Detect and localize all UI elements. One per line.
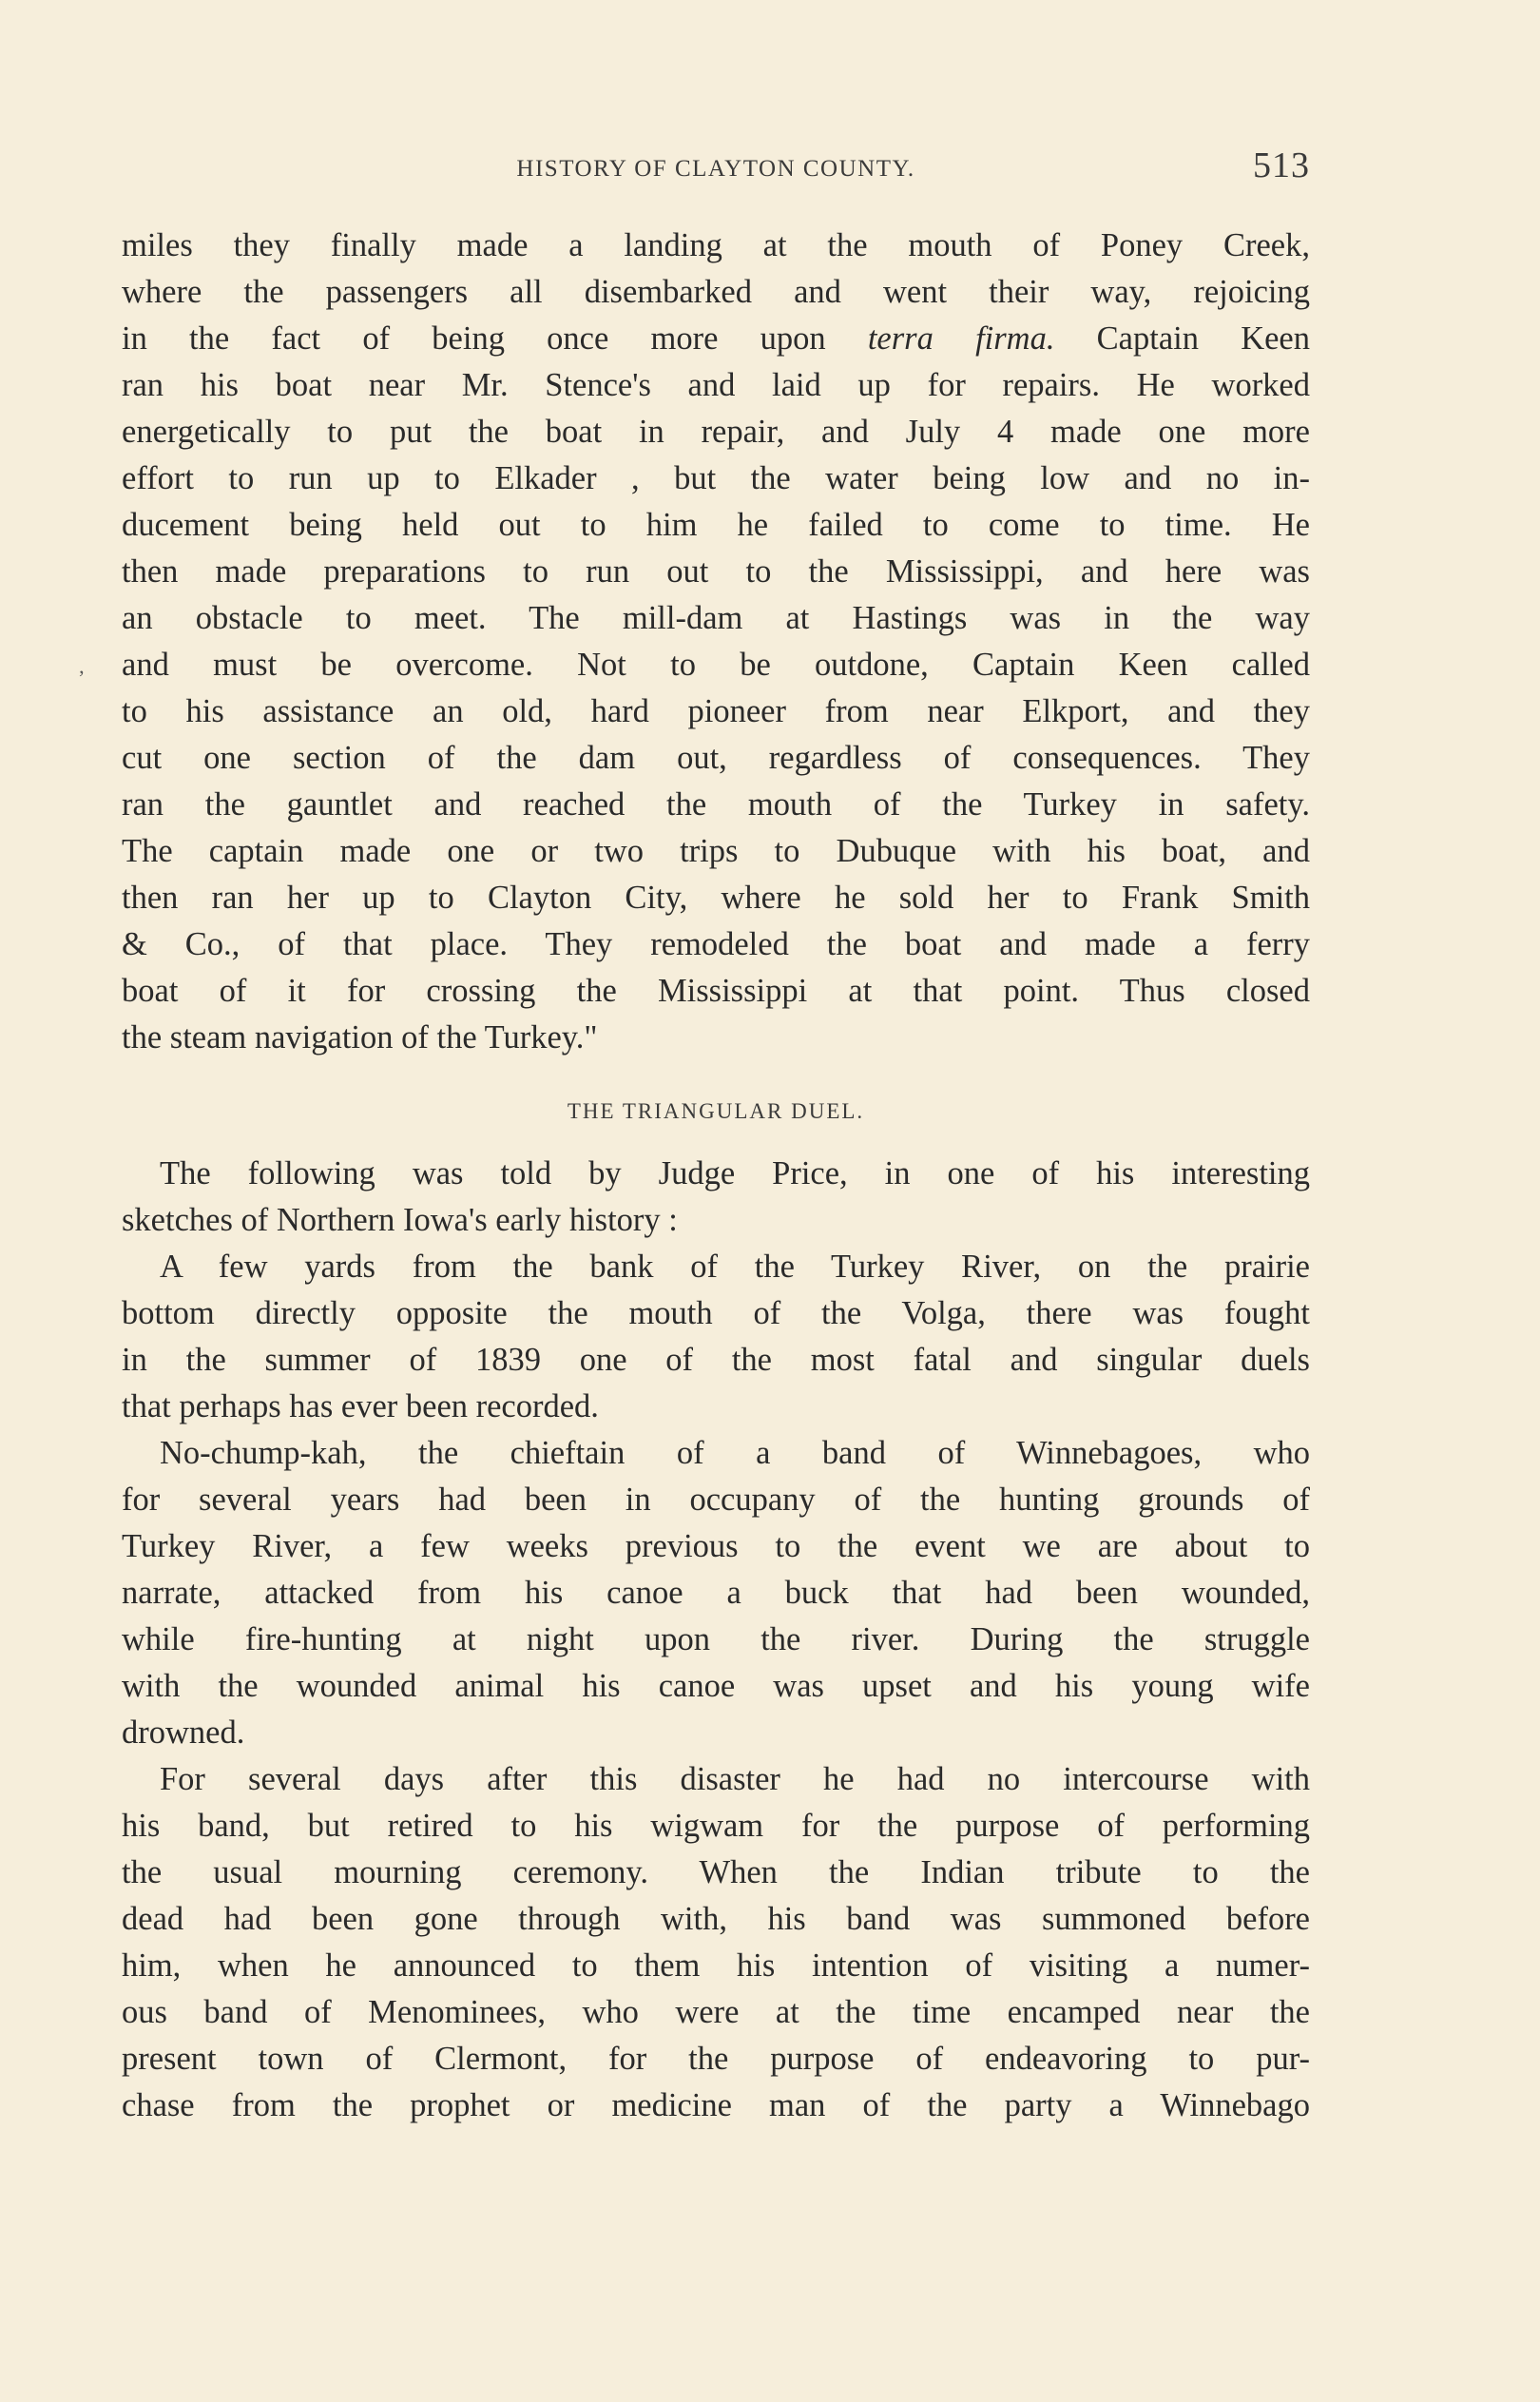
text-line: energetically to put the boat in repair, and July 4 made one more — [122, 414, 1310, 450]
text-line: the usual mourning ceremony. When the Indian tribute to the — [122, 1854, 1310, 1890]
text-fragment: Captain Keen — [1096, 320, 1310, 357]
text-line: ran his boat near Mr. Stence's and laid up for repairs. He worked — [122, 367, 1310, 403]
text-line: miles they finally made a landing at the mouth of Poney Creek, — [122, 227, 1310, 263]
margin-mark: ’ — [78, 666, 86, 689]
text-line: ous band of Menominees, who were at the time encamped near the — [122, 1994, 1310, 2030]
running-title: HISTORY OF CLAYTON COUNTY. — [516, 156, 915, 182]
paragraph — [122, 1756, 1310, 2129]
text-line: effort to run up to Elkader , but the water being low and no in- — [122, 460, 1310, 496]
text-line: For several days after this disaster he had no intercourse with — [160, 1761, 1310, 1797]
running-head — [122, 143, 1310, 200]
text-line: chase from the prophet or medicine man of the party a Winnebago — [122, 2087, 1310, 2123]
text-line: dead had been gone through with, his band was summoned before — [122, 1901, 1310, 1937]
text-line: & Co., of that place. They remodeled the boat and made a ferry — [122, 926, 1310, 962]
text-line-with-italic — [122, 316, 1310, 362]
text-line: the steam navigation of the Turkey." — [122, 1019, 598, 1056]
text-line: and must be overcome. Not to be outdone, Captain Keen called — [122, 647, 1310, 683]
text-line: Turkey River, a few weeks previous to the event we are about to — [122, 1528, 1310, 1564]
text-line: an obstacle to meet. The mill-dam at Hastings was in the way — [122, 600, 1310, 636]
text-line: drowned. — [122, 1714, 245, 1751]
text-line: his band, but retired to his wigwam for the purpose of performing — [122, 1808, 1310, 1844]
text-line: No-chump-kah, the chieftain of a band of Winnebagoes, who — [160, 1435, 1310, 1471]
text-line: The following was told by Judge Price, in one of his interesting — [160, 1155, 1310, 1191]
text-line: for several years had been in occupany of the hunting grounds of — [122, 1482, 1310, 1518]
text-fragment: in the fact of being once more upon — [122, 320, 826, 357]
text-line: where the passengers all disembarked and went their way, rejoicing — [122, 274, 1310, 310]
body-text — [122, 223, 1310, 2129]
paragraph — [122, 1244, 1310, 1430]
text-line: then made preparations to run out to the Mississippi, and here was — [122, 553, 1310, 590]
text-line: with the wounded animal his canoe was upset and his young wife — [122, 1668, 1310, 1704]
italic-phrase: terra firma. — [867, 320, 1055, 357]
paragraph — [122, 1151, 1310, 1244]
text-line: sketches of Northern Iowa's early history : — [122, 1202, 678, 1238]
text-line: cut one section of the dam out, regardless of consequences. They — [122, 740, 1310, 776]
text-line: bottom directly opposite the mouth of the Volga, there was fought — [122, 1295, 1310, 1331]
text-line: while fire-hunting at night upon the river. During the struggle — [122, 1621, 1310, 1657]
section-heading: THE TRIANGULAR DUEL. — [567, 1099, 865, 1123]
paragraph — [122, 1430, 1310, 1756]
text-line: The captain made one or two trips to Dubuque with his boat, and — [122, 833, 1310, 869]
text-line: ran the gauntlet and reached the mouth of the Turkey in safety. — [122, 786, 1310, 823]
text-line: him, when he announced to them his intention of visiting a numer- — [122, 1947, 1310, 1984]
text-line: boat of it for crossing the Mississippi at that point. Thus closed — [122, 973, 1310, 1009]
text-line: in the summer of 1839 one of the most fatal and singular duels — [122, 1342, 1310, 1378]
page-number: 513 — [1253, 145, 1310, 185]
paragraph-continuation — [122, 223, 1310, 1061]
text-line: then ran her up to Clayton City, where he sold her to Frank Smith — [122, 880, 1310, 916]
text-line: ducement being held out to him he failed to come to time. He — [122, 507, 1310, 543]
text-line: narrate, attacked from his canoe a buck that had been wounded, — [122, 1575, 1310, 1611]
text-line: to his assistance an old, hard pioneer from near Elkport, and they — [122, 693, 1310, 729]
text-line: A few yards from the bank of the Turkey River, on the prairie — [160, 1249, 1310, 1285]
text-line: present town of Clermont, for the purpose of endeavoring to pur- — [122, 2041, 1310, 2077]
text-line: that perhaps has ever been recorded. — [122, 1388, 599, 1424]
